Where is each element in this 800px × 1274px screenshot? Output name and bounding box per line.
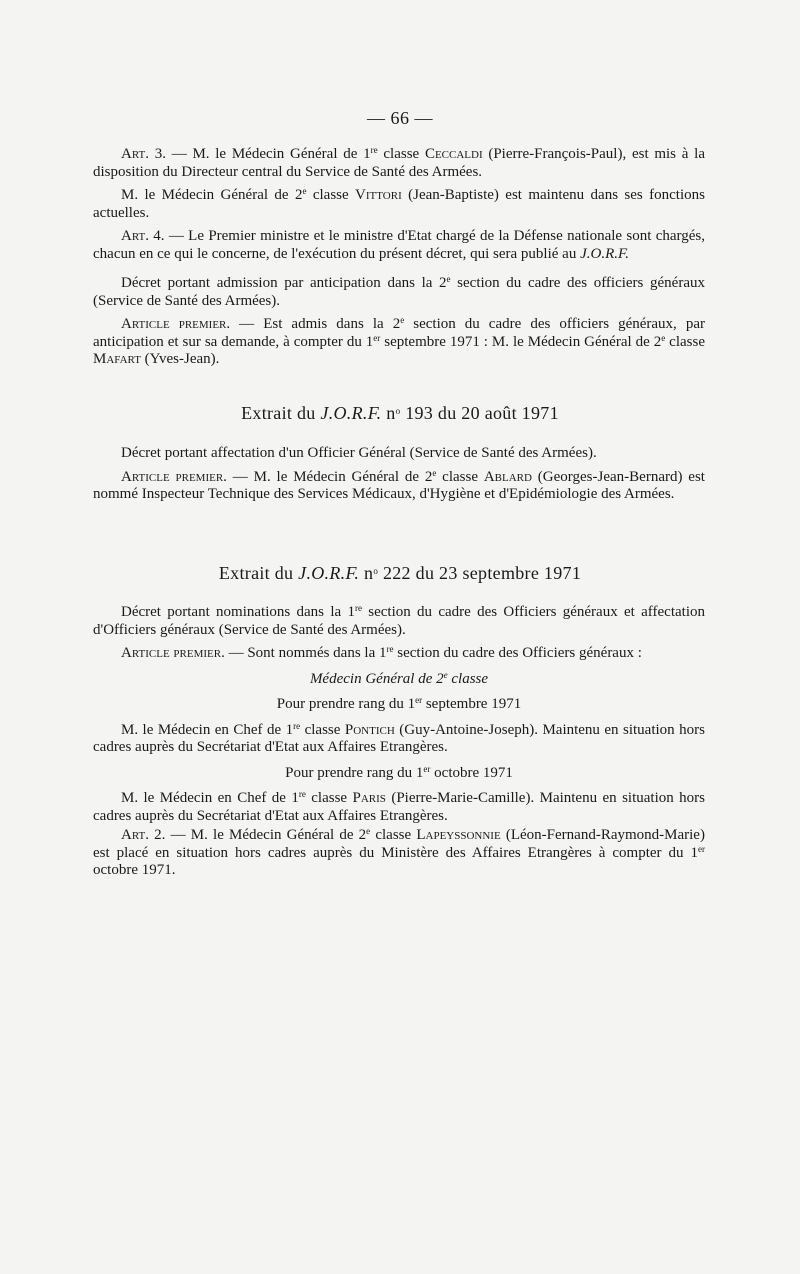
article-label: Article premier. bbox=[121, 645, 225, 661]
rank-subheading: Médecin Général de 2e classe bbox=[309, 669, 489, 687]
article-4-paragraph: Art. 4. — Le Premier ministre et le ministre d'Etat chargé de la Défense nationale sont chargés, chacun en ce qui le concerne, de l'exécution du présent décret, qui sera publié au J.O.R.F. bbox=[93, 228, 705, 262]
person-name: Paris bbox=[352, 790, 386, 806]
pontich-paragraph: M. le Médecin en Chef de 1re classe Pontich (Guy-Antoine-Joseph). Maintenu en situation hors cadres auprès du Secrétariat d'Etat aux Affaires Etrangères. bbox=[93, 720, 705, 755]
section-heading-193: Extrait du J.O.R.F. $n^o$ 193 du 20 août 1971 bbox=[241, 403, 559, 423]
article-2-paragraph: Art. 2. — M. le Médecin Général de 2e classe Lapeyssonnie (Léon-Fernand-Raymond-Marie) est placé en situation hors cadres auprès du Ministère des Affaires Etrangères à compter du 1er octobre 1971. bbox=[93, 826, 705, 878]
article-premier-paragraph: Article premier. — Sont nommés dans la 1re section du cadre des Officiers généraux : bbox=[121, 644, 642, 661]
person-name: Ceccaldi bbox=[424, 146, 483, 162]
decree-title-paragraph: Décret portant affectation d'un Officier Général (Service de Santé des Armées). bbox=[121, 445, 597, 461]
decree-title-paragraph: Décret portant nominations dans la 1re section du cadre des Officiers généraux et affectation d'Officiers généraux (Service de Santé des Armées). bbox=[93, 603, 705, 638]
article-premier-paragraph: Article premier. — M. le Médecin Général de 2e classe Ablard (Georges-Jean-Bernard) est nommé Inspecteur Technique des Services Médicaux, d'Hygiène et d'Epidémiologie des Armées. bbox=[93, 467, 705, 502]
rank-date-september: Pour prendre rang du 1er septembre 1971 bbox=[276, 695, 522, 712]
paris-paragraph: M. le Médecin en Chef de 1re classe Paris (Pierre-Marie-Camille). Maintenu en situation hors cadres auprès du Secrétariat d'Etat aux Affaires Etrangères. bbox=[93, 789, 705, 824]
article-premier-paragraph: Article premier. — Est admis dans la 2e section du cadre des officiers généraux, par anticipation et sur sa demande, à compter du 1er septembre 1971 : M. le Médecin Général de 2e classe Mafart (Yves-Jean). bbox=[93, 315, 706, 367]
article-label: Art. 4. bbox=[121, 228, 165, 244]
article-label: Art. 3. bbox=[121, 146, 166, 162]
person-name: Vittori bbox=[355, 187, 402, 203]
article-label: Article premier. bbox=[121, 468, 227, 485]
decree-block-1 bbox=[93, 146, 705, 369]
decree-title-paragraph: Décret portant admission par anticipation dans la 2e section du cadre des officiers généraux (Service de Santé des Armées). bbox=[93, 274, 705, 309]
article-3-paragraph: Art. 3. — M. le Médecin Général de 1re classe Ceccaldi (Pierre-François-Paul), est mis à la disposition du Directeur central du Service de Santé des Armées. bbox=[93, 145, 705, 180]
section-heading-222: Extrait du J.O.R.F. $n^o$ 222 du 23 septembre 1971 bbox=[218, 563, 582, 583]
decree-block-3 bbox=[93, 604, 705, 880]
article-label: Article premier. bbox=[121, 316, 231, 332]
person-name: Ablard bbox=[483, 468, 532, 485]
decree-block-2 bbox=[93, 445, 705, 504]
article-label: Art. 2. bbox=[121, 827, 166, 843]
rank-date-october: Pour prendre rang du 1er octobre 1971 bbox=[285, 763, 513, 781]
person-name: Mafart bbox=[93, 351, 141, 367]
person-name: Lapeyssonnie bbox=[416, 827, 501, 843]
person-name: Pontich bbox=[344, 721, 395, 738]
page-number: — 66 — bbox=[367, 108, 433, 128]
vittori-paragraph: M. le Médecin Général de 2e classe Vittori (Jean-Baptiste) est maintenu dans ses fonctions actuelles. bbox=[93, 186, 705, 221]
